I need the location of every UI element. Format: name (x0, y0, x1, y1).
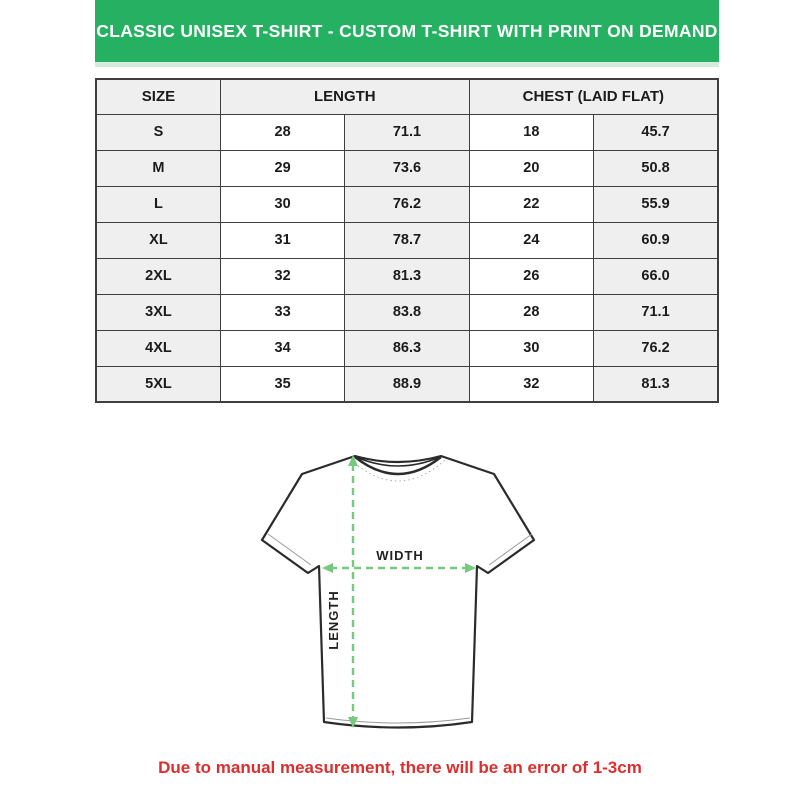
cell-length_in: 30 (220, 186, 344, 222)
banner-shadow (95, 62, 719, 67)
cell-length_in: 31 (220, 222, 344, 258)
table-row (96, 258, 718, 294)
cell-length_cm: 73.6 (345, 150, 469, 186)
cell-length_cm: 78.7 (345, 222, 469, 258)
cell-chest_cm: 45.7 (594, 114, 718, 150)
cell-size: S (96, 114, 220, 150)
cell-length_in: 28 (220, 114, 344, 150)
cell-chest_in: 18 (469, 114, 593, 150)
tshirt-outline (262, 456, 534, 728)
size-table-header (96, 79, 718, 114)
cell-chest_cm: 50.8 (594, 150, 718, 186)
cell-chest_cm: 71.1 (594, 294, 718, 330)
header-size: SIZE (96, 79, 220, 114)
header-row (96, 79, 718, 114)
table-row (96, 366, 718, 402)
header-length: LENGTH (220, 79, 469, 114)
size-table-body (96, 114, 718, 402)
cell-chest_cm: 60.9 (594, 222, 718, 258)
table-row (96, 150, 718, 186)
table-row (96, 186, 718, 222)
table-row (96, 222, 718, 258)
cell-size: M (96, 150, 220, 186)
cell-chest_in: 30 (469, 330, 593, 366)
tshirt-diagram (240, 430, 560, 760)
cell-size: 3XL (96, 294, 220, 330)
cell-length_cm: 83.8 (345, 294, 469, 330)
banner-title: CLASSIC UNISEX T-SHIRT - CUSTOM T-SHIRT WITH PRINT ON DEMAND (96, 20, 718, 41)
cell-length_cm: 71.1 (345, 114, 469, 150)
cell-chest_cm: 66.0 (594, 258, 718, 294)
cell-length_in: 29 (220, 150, 344, 186)
width-label: WIDTH (376, 548, 424, 563)
cell-size: L (96, 186, 220, 222)
cell-length_cm: 86.3 (345, 330, 469, 366)
cell-chest_in: 22 (469, 186, 593, 222)
cell-size: XL (96, 222, 220, 258)
table-row (96, 330, 718, 366)
table-row (96, 294, 718, 330)
size-table (95, 78, 719, 403)
cell-chest_cm: 76.2 (594, 330, 718, 366)
cell-length_in: 34 (220, 330, 344, 366)
cell-chest_cm: 55.9 (594, 186, 718, 222)
cell-size: 4XL (96, 330, 220, 366)
cell-length_in: 33 (220, 294, 344, 330)
cell-length_cm: 76.2 (345, 186, 469, 222)
cell-chest_in: 24 (469, 222, 593, 258)
cell-length_cm: 88.9 (345, 366, 469, 402)
table-row (96, 114, 718, 150)
footnote: Due to manual measurement, there will be an error of 1-3cm (158, 758, 642, 777)
header-chest: CHEST (LAID FLAT) (469, 79, 718, 114)
length-label: LENGTH (326, 590, 341, 650)
cell-chest_in: 20 (469, 150, 593, 186)
cell-length_in: 32 (220, 258, 344, 294)
cell-chest_in: 28 (469, 294, 593, 330)
banner (95, 0, 719, 62)
cell-chest_cm: 81.3 (594, 366, 718, 402)
cell-length_cm: 81.3 (345, 258, 469, 294)
cell-chest_in: 26 (469, 258, 593, 294)
cell-length_in: 35 (220, 366, 344, 402)
cell-chest_in: 32 (469, 366, 593, 402)
cell-size: 2XL (96, 258, 220, 294)
cell-size: 5XL (96, 366, 220, 402)
